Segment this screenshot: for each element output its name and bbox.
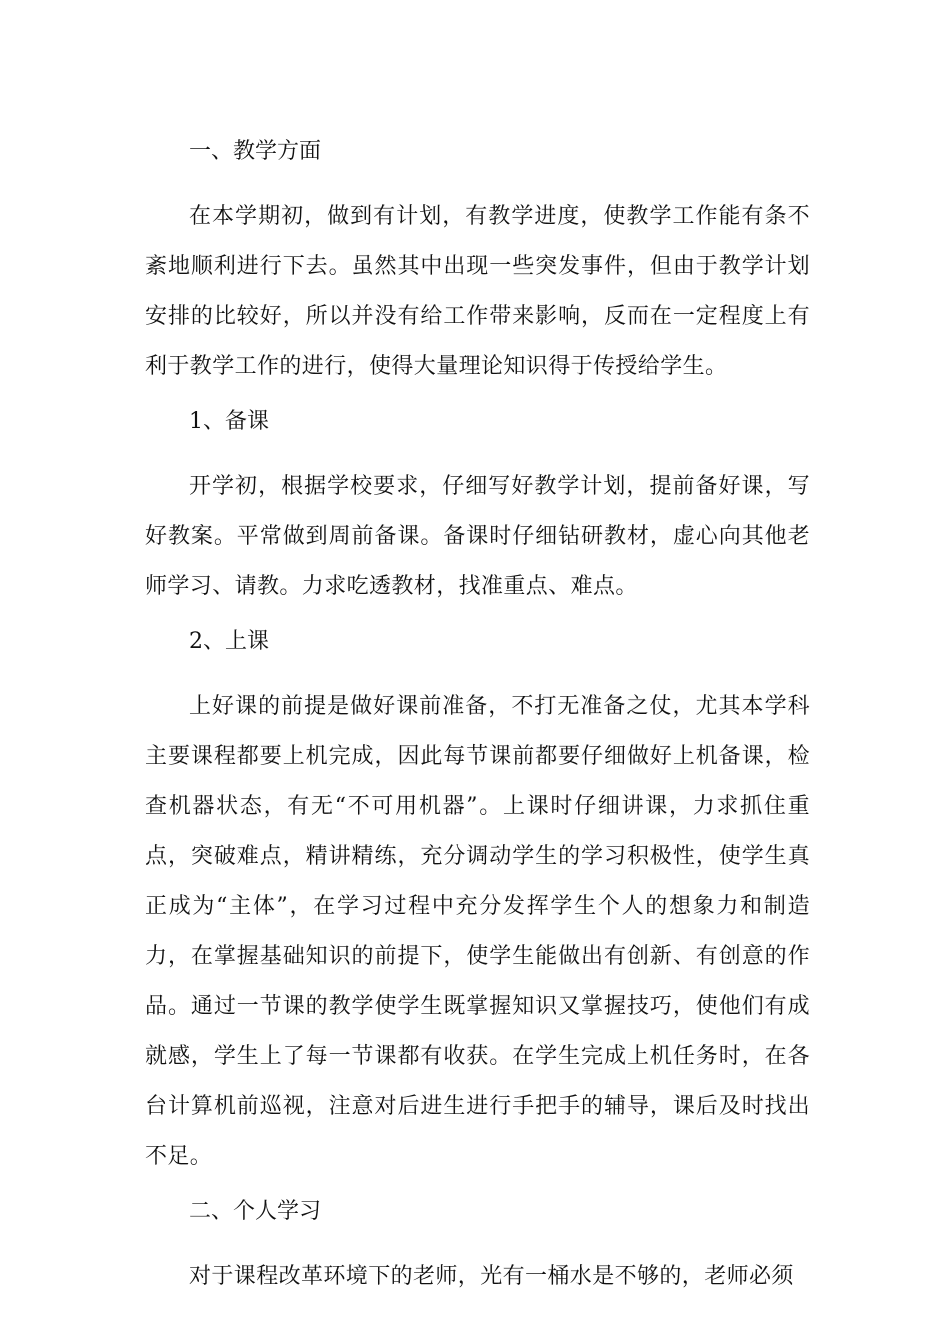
section-heading-personal-study: 二、个人学习 <box>189 1199 322 1224</box>
section-heading-teaching: 一、教学方面 <box>189 139 322 164</box>
paragraph-lesson-prep: 开学初，根据学校要求，仔细写好教学计划，提前备好课，写好教案。平常做到周前备课。备课时仔细钻研教材，虚心向其他老师学习、请教。力求吃透教材，找准重点、难点。 <box>145 474 810 599</box>
subsection-heading-lesson-prep: 1、备课 <box>189 409 269 434</box>
paragraph-personal-study: 对于课程改革环境下的老师，光有一桶水是不够的，老师必须 <box>189 1264 794 1289</box>
subsection-heading-class: 2、上课 <box>189 629 269 654</box>
document-body <box>145 132 810 1312</box>
paragraph-class: 上好课的前提是做好课前准备，不打无准备之仗，尤其本学科主要课程都要上机完成，因此每节课前都要仔细做好上机备课，检查机器状态，有无“不可用机器”。上课时仔细讲课，力求抓住重点，突破难点，精讲精练，充分调动学生的学习积极性，使学生真正成为“主体”，在学习过程中充分发挥学生个人的想象力和制造力，在掌握基础知识的前提下，使学生能做出有创新、有创意的作品。通过一节课的教学使学生既掌握知识又掌握技巧，使他们有成就感，学生上了每一节课都有收获。在学生完成上机任务时，在各台计算机前巡视，注意对后进生进行手把手的辅导，课后及时找出不足。 <box>145 694 810 1169</box>
paragraph-teaching-plan: 在本学期初，做到有计划，有教学进度，使教学工作能有条不紊地顺利进行下去。虽然其中出现一些突发事件，但由于教学计划安排的比较好，所以并没有给工作带来影响，反而在一定程度上有利于教学工作的进行，使得大量理论知识得于传授给学生。 <box>145 204 810 379</box>
